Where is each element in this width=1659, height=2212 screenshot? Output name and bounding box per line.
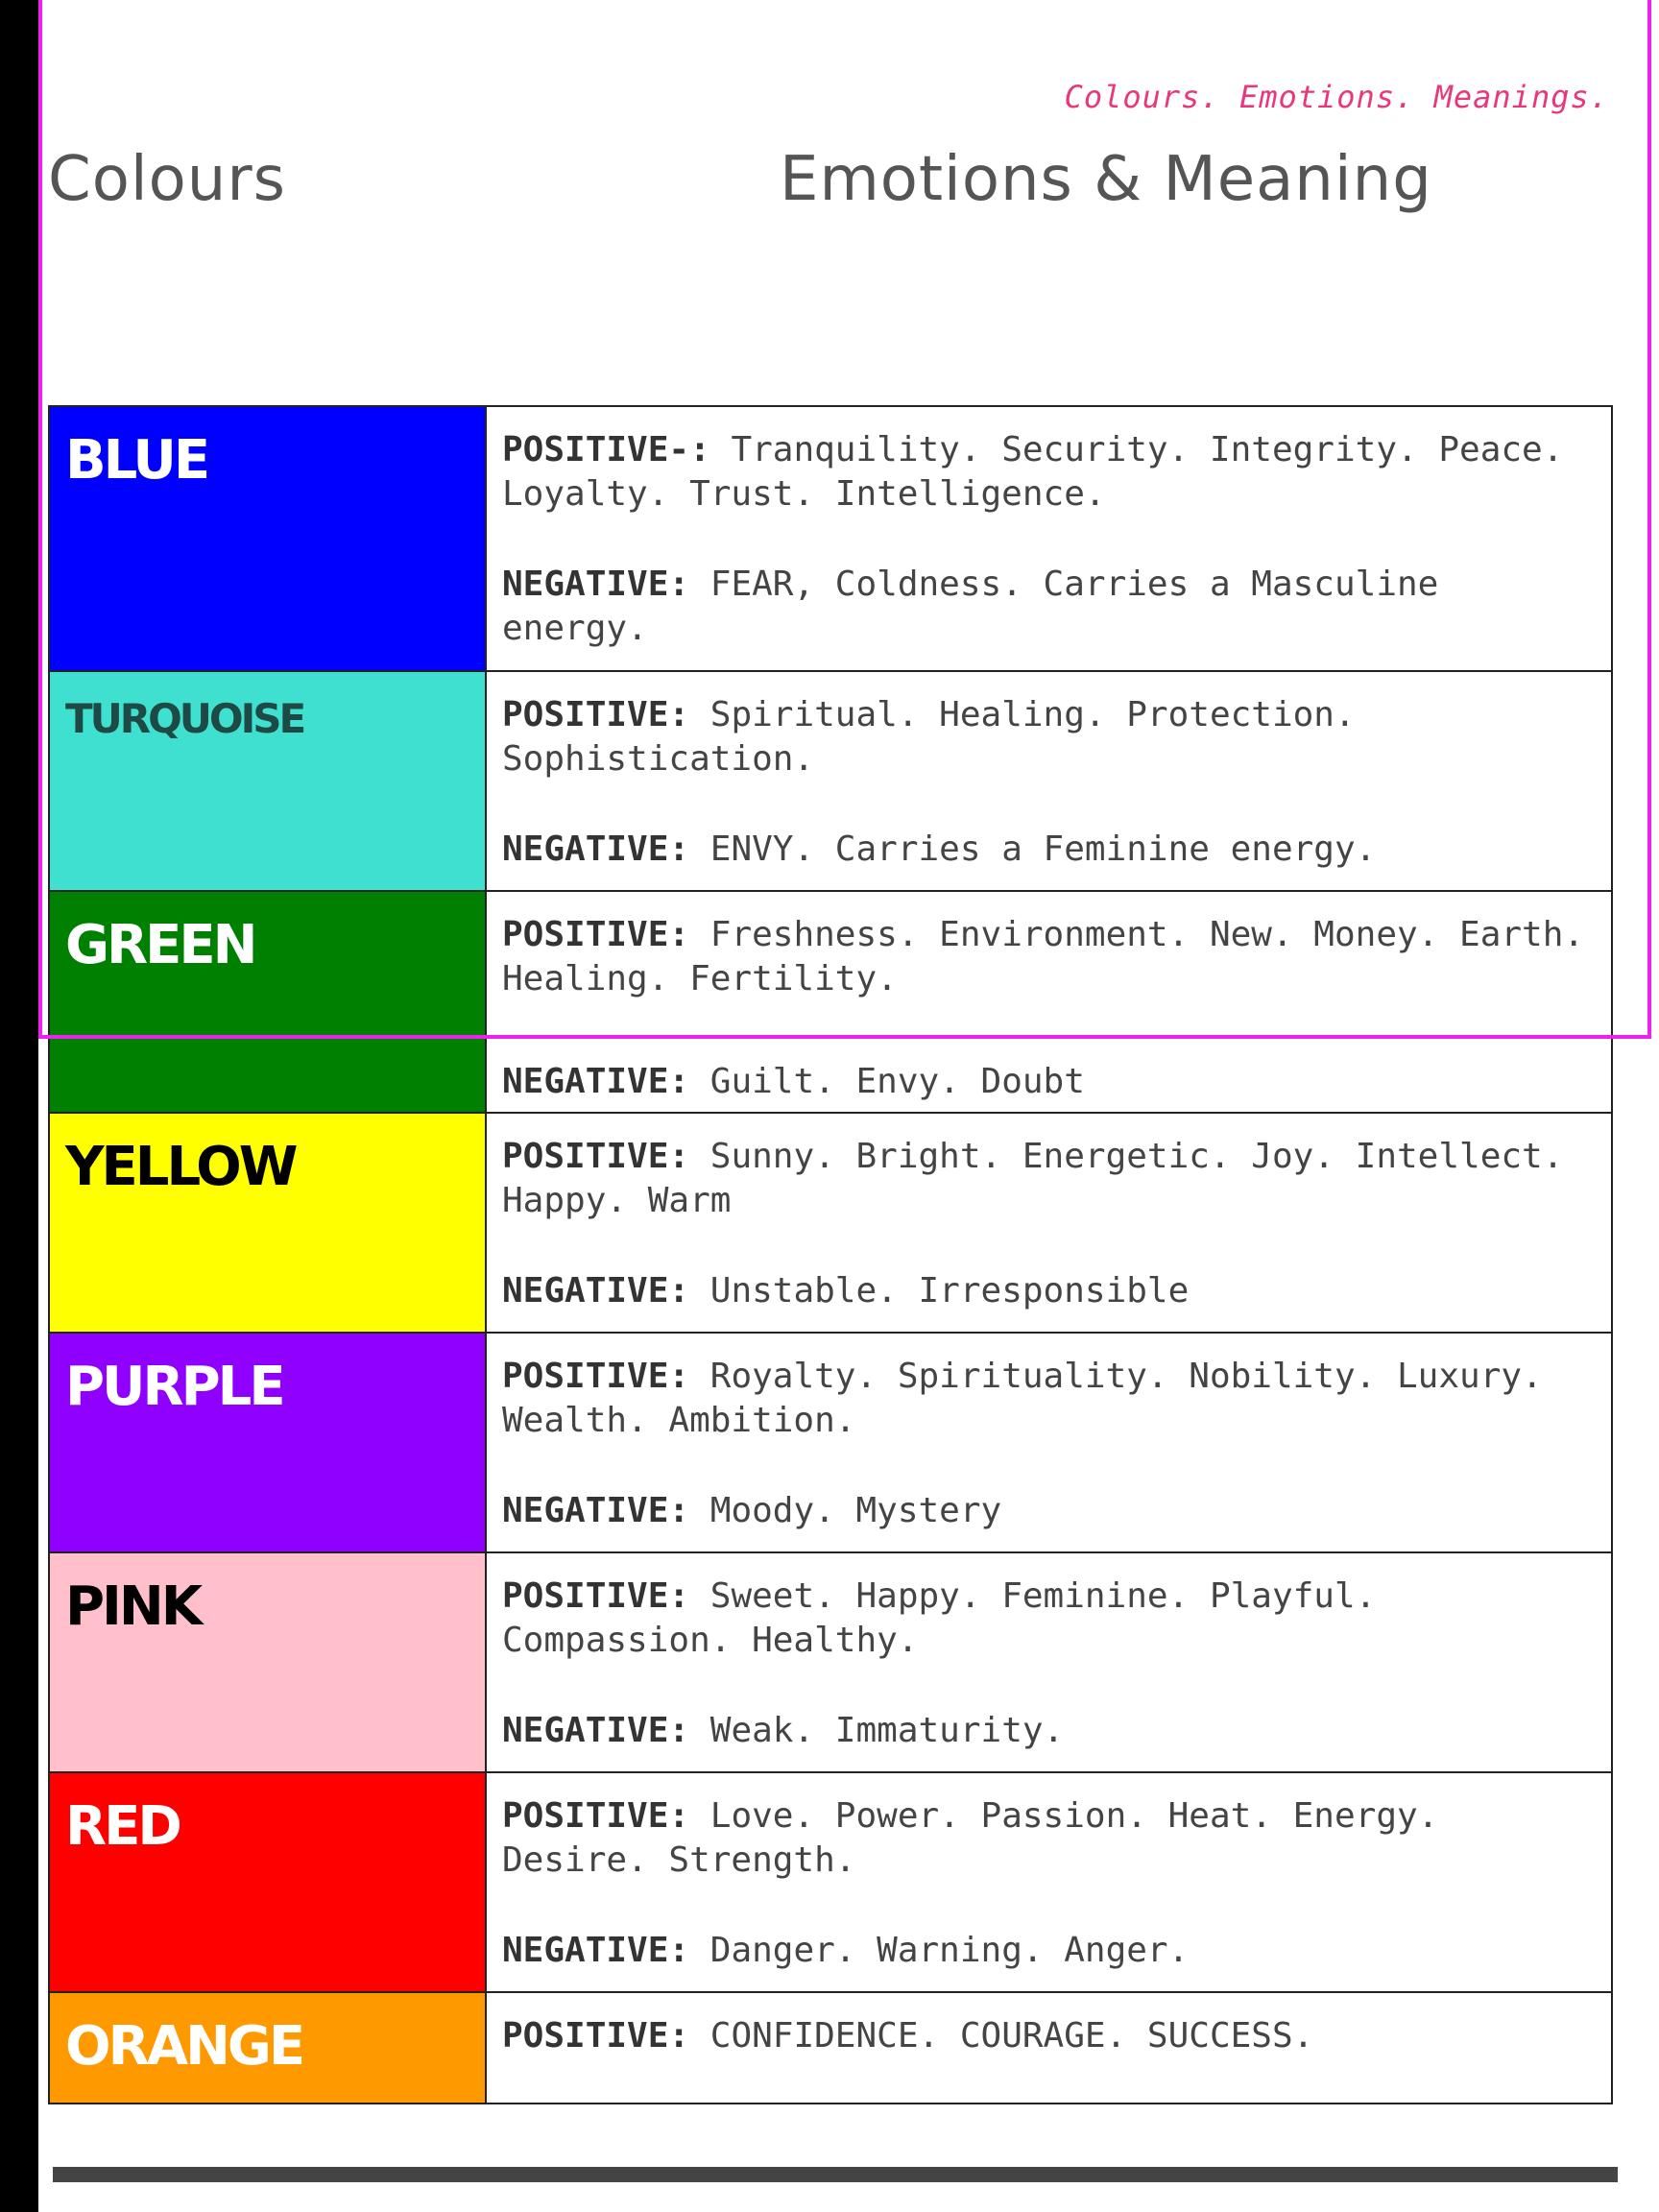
meaning-cell bbox=[487, 672, 1611, 890]
positive-text: CONFIDENCE. COURAGE. SUCCESS. bbox=[709, 2016, 1314, 2056]
negative-label: NEGATIVE: bbox=[502, 565, 690, 604]
color-swatch-red: RED bbox=[50, 1773, 487, 1991]
table-row bbox=[50, 1773, 1611, 1993]
meaning-cell bbox=[487, 1334, 1611, 1551]
positive-line bbox=[502, 428, 1596, 517]
positive-text: Spiritual. Healing. Protection. Sophistication. bbox=[502, 695, 1356, 779]
negative-label: NEGATIVE: bbox=[502, 1711, 690, 1750]
negative-line bbox=[502, 1269, 1596, 1313]
page-tagline: Colours. Emotions. Meanings. bbox=[1064, 79, 1609, 115]
negative-label: NEGATIVE: bbox=[502, 1271, 690, 1310]
negative-line bbox=[502, 563, 1596, 651]
positive-line bbox=[487, 892, 1611, 1054]
table-row bbox=[50, 1993, 1611, 2103]
colour-meaning-table bbox=[48, 405, 1613, 2104]
negative-line bbox=[487, 1054, 1611, 1112]
negative-text: Moody. Mystery bbox=[709, 1491, 1002, 1530]
positive-text: Sweet. Happy. Feminine. Playful. Compassion. Healthy. bbox=[502, 1576, 1377, 1660]
positive-line bbox=[502, 2014, 1596, 2058]
bottom-divider bbox=[53, 2167, 1618, 2182]
negative-text: FEAR, Coldness. Carries a Masculine energy. bbox=[502, 565, 1439, 648]
color-swatch-green: GREEN bbox=[50, 892, 487, 1112]
table-row bbox=[50, 407, 1611, 672]
meaning-cell bbox=[487, 1553, 1611, 1771]
positive-line bbox=[502, 693, 1596, 781]
meaning-cell bbox=[487, 1993, 1611, 2103]
positive-label: POSITIVE: bbox=[502, 1796, 690, 1836]
positive-label: POSITIVE: bbox=[502, 1576, 690, 1616]
left-edge-bar bbox=[0, 0, 38, 2212]
negative-text: Danger. Warning. Anger. bbox=[709, 1931, 1190, 1970]
positive-label: POSITIVE: bbox=[502, 2016, 690, 2056]
positive-line bbox=[502, 1575, 1596, 1663]
table-row bbox=[50, 1334, 1611, 1553]
positive-text: Tranquility. Security. Integrity. Peace. Loyalty. Trust. Intelligence. bbox=[502, 430, 1564, 514]
positive-label: POSITIVE: bbox=[502, 915, 690, 954]
meaning-cell bbox=[487, 407, 1611, 670]
emotions-column-heading: Emotions & Meaning bbox=[780, 144, 1432, 215]
positive-text: Freshness. Environment. New. Money. Earth. Healing. Fertility. bbox=[502, 915, 1585, 998]
positive-label: POSITIVE: bbox=[502, 1357, 690, 1396]
table-row bbox=[50, 672, 1611, 892]
color-swatch-yellow: YELLOW bbox=[50, 1114, 487, 1332]
negative-text: Weak. Immaturity. bbox=[709, 1711, 1065, 1750]
negative-line bbox=[502, 1709, 1596, 1753]
color-swatch-pink: PINK bbox=[50, 1553, 487, 1771]
positive-label: POSITIVE: bbox=[502, 695, 690, 734]
positive-label: POSITIVE: bbox=[502, 1137, 690, 1176]
negative-line bbox=[502, 828, 1596, 872]
color-swatch-purple: PURPLE bbox=[50, 1334, 487, 1551]
negative-text: Unstable. Irresponsible bbox=[709, 1271, 1190, 1310]
positive-text: Royalty. Spirituality. Nobility. Luxury. Wealth. Ambition. bbox=[502, 1357, 1543, 1440]
negative-line bbox=[502, 1489, 1596, 1533]
negative-line bbox=[502, 1929, 1596, 1973]
meaning-cell bbox=[487, 1773, 1611, 1991]
negative-label: NEGATIVE: bbox=[502, 1931, 690, 1970]
table-row bbox=[50, 1553, 1611, 1773]
meaning-cell bbox=[487, 1114, 1611, 1332]
negative-text: Guilt. Envy. Doubt bbox=[709, 1062, 1085, 1101]
negative-text: ENVY. Carries a Feminine energy. bbox=[709, 830, 1377, 869]
positive-line bbox=[502, 1355, 1596, 1443]
meaning-cell bbox=[487, 892, 1611, 1112]
negative-label: NEGATIVE: bbox=[502, 1491, 690, 1530]
color-swatch-blue: BLUE bbox=[50, 407, 487, 670]
positive-line bbox=[502, 1135, 1596, 1223]
positive-text: Love. Power. Passion. Heat. Energy. Desire. Strength. bbox=[502, 1796, 1439, 1880]
positive-label: POSITIVE-: bbox=[502, 430, 710, 469]
positive-line bbox=[502, 1794, 1596, 1883]
color-swatch-turquoise: TURQUOISE bbox=[50, 672, 487, 890]
table-row bbox=[50, 1114, 1611, 1334]
negative-label: NEGATIVE: bbox=[502, 830, 690, 869]
color-swatch-orange: ORANGE bbox=[50, 1993, 487, 2103]
negative-label: NEGATIVE: bbox=[502, 1062, 690, 1101]
positive-text: Sunny. Bright. Energetic. Joy. Intellect. Happy. Warm bbox=[502, 1137, 1564, 1220]
colours-column-heading: Colours bbox=[48, 144, 286, 215]
table-row bbox=[50, 892, 1611, 1114]
